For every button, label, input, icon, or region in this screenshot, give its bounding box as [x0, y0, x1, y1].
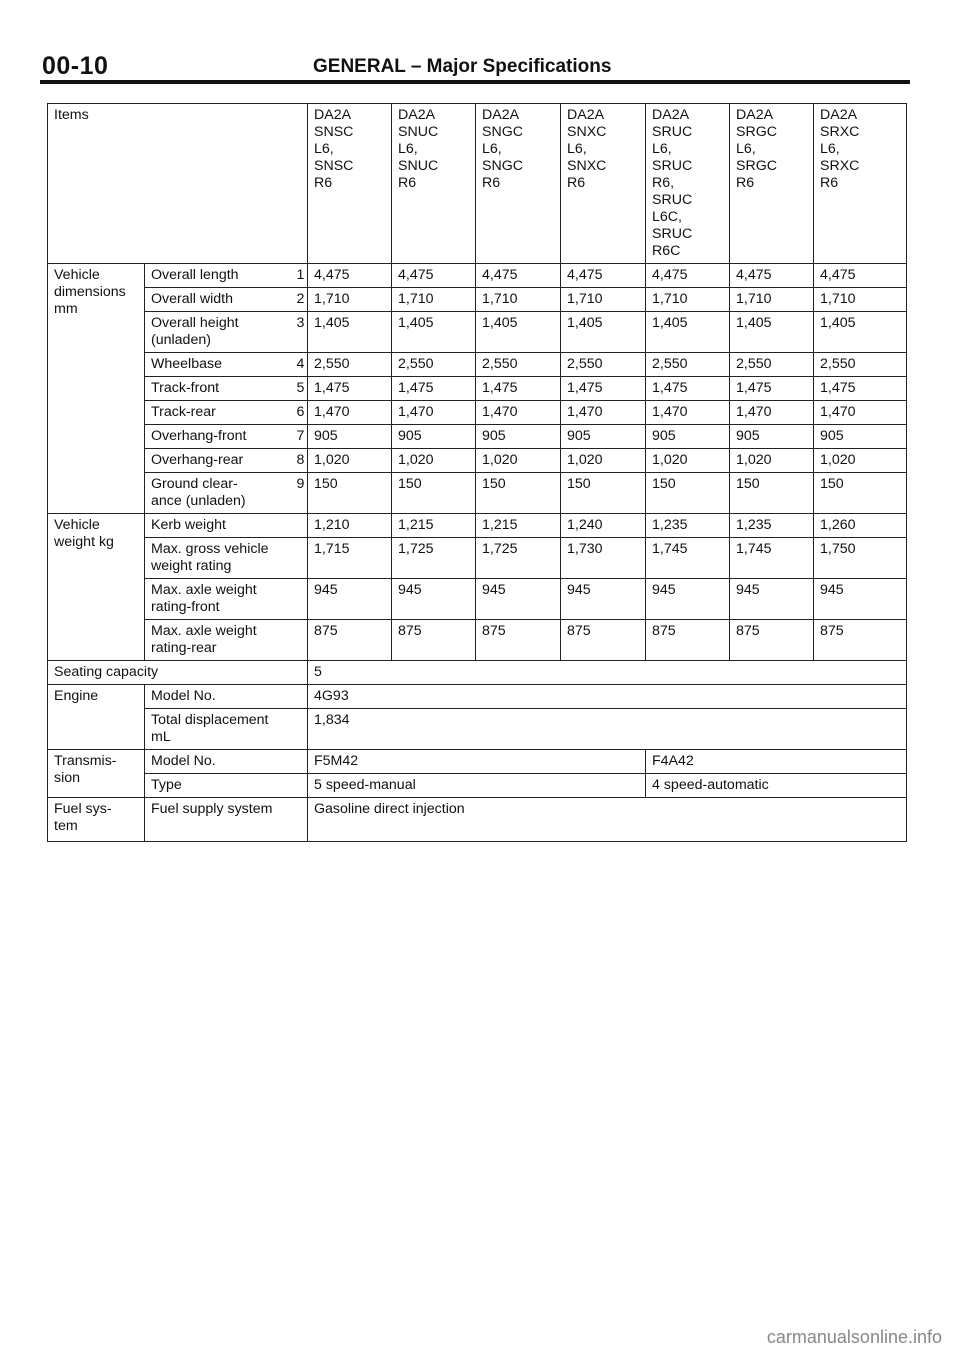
cell-value: 1,405	[814, 312, 907, 353]
cell-value: 1,470	[392, 401, 476, 425]
group-label: Vehicle weight kg	[48, 514, 145, 661]
cell-value: 4,475	[814, 264, 907, 288]
row-number: 5	[291, 377, 308, 401]
cell-value: 905	[392, 425, 476, 449]
dimension-row	[48, 377, 907, 401]
group-label: Fuel sys- tem	[48, 798, 145, 842]
cell-value: 1,405	[308, 312, 392, 353]
row-label: Track-front	[145, 377, 291, 401]
cell-value: 1,020	[308, 449, 392, 473]
cell-value: 905	[730, 425, 814, 449]
cell-value: 4,475	[308, 264, 392, 288]
weight-row	[48, 514, 907, 538]
cell-value: 945	[646, 579, 730, 620]
cell-value: 905	[646, 425, 730, 449]
row-label: Track-rear	[145, 401, 291, 425]
cell-value: 1,470	[561, 401, 646, 425]
cell-value: 4,475	[561, 264, 646, 288]
dimension-row	[48, 425, 907, 449]
row-number: 1	[291, 264, 308, 288]
cell-value: 905	[814, 425, 907, 449]
dimension-row	[48, 473, 907, 514]
cell-value: 1,210	[308, 514, 392, 538]
cell-value: 4,475	[476, 264, 561, 288]
row-label: Overhang-rear	[145, 449, 291, 473]
dimension-row	[48, 312, 907, 353]
cell-value: 1,475	[392, 377, 476, 401]
row-label: Overall height (unladen)	[145, 312, 291, 353]
cell-value: 1,730	[561, 538, 646, 579]
cell-value: 2,550	[730, 353, 814, 377]
row-label: Total displacement mL	[145, 709, 308, 750]
cell-value: 1,235	[730, 514, 814, 538]
cell-value: 1,405	[561, 312, 646, 353]
cell-value: 5 speed-manual	[308, 774, 646, 798]
cell-value: 1,260	[814, 514, 907, 538]
cell-value: 1,235	[646, 514, 730, 538]
dimension-row	[48, 449, 907, 473]
model-header: DA2A SRGC L6, SRGC R6	[730, 104, 814, 264]
cell-value: 945	[814, 579, 907, 620]
cell-value: 1,750	[814, 538, 907, 579]
engine-displacement-row	[48, 709, 907, 750]
cell-value: 2,550	[561, 353, 646, 377]
cell-value: 1,710	[646, 288, 730, 312]
cell-value: 1,240	[561, 514, 646, 538]
cell-value: 1,405	[646, 312, 730, 353]
specifications-table	[47, 103, 907, 842]
row-label: Max. axle weight rating-front	[145, 579, 308, 620]
cell-value: 4,475	[646, 264, 730, 288]
cell-value: 1,215	[476, 514, 561, 538]
cell-value: 150	[476, 473, 561, 514]
weight-row	[48, 579, 907, 620]
cell-value: 150	[392, 473, 476, 514]
dimension-row	[48, 264, 907, 288]
cell-value: 1,745	[730, 538, 814, 579]
cell-value: 1,715	[308, 538, 392, 579]
row-number: 4	[291, 353, 308, 377]
cell-value: F5M42	[308, 750, 646, 774]
cell-value: 1,475	[561, 377, 646, 401]
cell-value: 1,710	[476, 288, 561, 312]
cell-value: 1,020	[392, 449, 476, 473]
model-header: DA2A SRUC L6, SRUC R6, SRUC L6C, SRUC R6C	[646, 104, 730, 264]
weight-row	[48, 538, 907, 579]
cell-value: 875	[392, 620, 476, 661]
model-header: DA2A SNSC L6, SNSC R6	[308, 104, 392, 264]
page-header	[40, 52, 910, 82]
cell-value: 1,020	[814, 449, 907, 473]
cell-value: 1,470	[730, 401, 814, 425]
cell-value: 1,475	[814, 377, 907, 401]
model-header: DA2A SNXC L6, SNXC R6	[561, 104, 646, 264]
transmission-model-row	[48, 750, 907, 774]
cell-value: 945	[476, 579, 561, 620]
cell-value: 150	[730, 473, 814, 514]
cell-value: 2,550	[814, 353, 907, 377]
cell-value: 875	[476, 620, 561, 661]
watermark: carmanualsonline.info	[766, 1327, 942, 1347]
cell-value: 875	[561, 620, 646, 661]
cell-value: 1,020	[646, 449, 730, 473]
cell-value: 4 speed-automatic	[646, 774, 907, 798]
row-number: 3	[291, 312, 308, 353]
row-label: Type	[145, 774, 308, 798]
header-row	[48, 104, 907, 264]
cell-value: 1,834	[308, 709, 907, 750]
cell-value: 1,470	[308, 401, 392, 425]
cell-value: 1,475	[308, 377, 392, 401]
cell-value: 2,550	[308, 353, 392, 377]
cell-value: 1,470	[814, 401, 907, 425]
row-label: Max. axle weight rating-rear	[145, 620, 308, 661]
cell-value: 1,020	[476, 449, 561, 473]
cell-value: 150	[308, 473, 392, 514]
model-header: DA2A SRXC L6, SRXC R6	[814, 104, 907, 264]
row-label: Wheelbase	[145, 353, 291, 377]
cell-value: 1,405	[476, 312, 561, 353]
cell-value: 1,470	[476, 401, 561, 425]
cell-value: 1,475	[476, 377, 561, 401]
group-label: Vehicle dimensions mm	[48, 264, 145, 514]
cell-value: 905	[308, 425, 392, 449]
cell-value: 1,725	[476, 538, 561, 579]
model-header: DA2A SNUC L6, SNUC R6	[392, 104, 476, 264]
cell-value: 1,405	[730, 312, 814, 353]
cell-value: 875	[730, 620, 814, 661]
cell-value: 1,745	[646, 538, 730, 579]
dimension-row	[48, 353, 907, 377]
dimension-row	[48, 401, 907, 425]
cell-value: 1,725	[392, 538, 476, 579]
cell-value: 905	[476, 425, 561, 449]
header-rule	[40, 80, 910, 84]
page-title: GENERAL – Major Specifications	[313, 56, 612, 77]
row-number: 2	[291, 288, 308, 312]
cell-value: 1,710	[814, 288, 907, 312]
cell-value: Gasoline direct injection	[308, 798, 907, 842]
cell-value: 1,020	[730, 449, 814, 473]
cell-value: 150	[814, 473, 907, 514]
cell-value: F4A42	[646, 750, 907, 774]
fuel-row	[48, 798, 907, 842]
weight-row	[48, 620, 907, 661]
cell-value: 1,710	[561, 288, 646, 312]
cell-value: 1,405	[392, 312, 476, 353]
cell-value: 2,550	[646, 353, 730, 377]
group-label: Transmis- sion	[48, 750, 145, 798]
cell-value: 945	[561, 579, 646, 620]
row-label: Model No.	[145, 750, 308, 774]
cell-value: 4,475	[392, 264, 476, 288]
dimension-row	[48, 288, 907, 312]
row-number: 8	[291, 449, 308, 473]
cell-value: 1,475	[646, 377, 730, 401]
row-label: Max. gross vehicle weight rating	[145, 538, 308, 579]
cell-value: 1,470	[646, 401, 730, 425]
cell-value: 150	[646, 473, 730, 514]
cell-value: 1,710	[392, 288, 476, 312]
engine-model-row	[48, 685, 907, 709]
transmission-type-row	[48, 774, 907, 798]
row-label: Fuel supply system	[145, 798, 308, 842]
cell-value: 1,710	[730, 288, 814, 312]
cell-value: 875	[308, 620, 392, 661]
cell-value: 1,475	[730, 377, 814, 401]
cell-value: 2,550	[392, 353, 476, 377]
page-number: 00-10	[42, 52, 109, 80]
cell-value: 945	[730, 579, 814, 620]
row-label: Seating capacity	[48, 661, 308, 685]
cell-value: 1,020	[561, 449, 646, 473]
seating-row	[48, 661, 907, 685]
row-label: Ground clear- ance (unladen)	[145, 473, 291, 514]
cell-value: 1,215	[392, 514, 476, 538]
row-number: 7	[291, 425, 308, 449]
cell-value: 150	[561, 473, 646, 514]
model-header: DA2A SNGC L6, SNGC R6	[476, 104, 561, 264]
row-label: Overall length	[145, 264, 291, 288]
row-number: 9	[291, 473, 308, 514]
row-label: Overhang-front	[145, 425, 291, 449]
cell-value: 1,710	[308, 288, 392, 312]
row-number: 6	[291, 401, 308, 425]
cell-value: 5	[308, 661, 907, 685]
cell-value: 2,550	[476, 353, 561, 377]
cell-value: 945	[392, 579, 476, 620]
cell-value: 875	[646, 620, 730, 661]
items-header: Items	[48, 104, 308, 264]
cell-value: 875	[814, 620, 907, 661]
cell-value: 4G93	[308, 685, 907, 709]
row-label: Overall width	[145, 288, 291, 312]
cell-value: 905	[561, 425, 646, 449]
row-label: Kerb weight	[145, 514, 308, 538]
cell-value: 4,475	[730, 264, 814, 288]
group-label: Engine	[48, 685, 145, 750]
cell-value: 945	[308, 579, 392, 620]
row-label: Model No.	[145, 685, 308, 709]
